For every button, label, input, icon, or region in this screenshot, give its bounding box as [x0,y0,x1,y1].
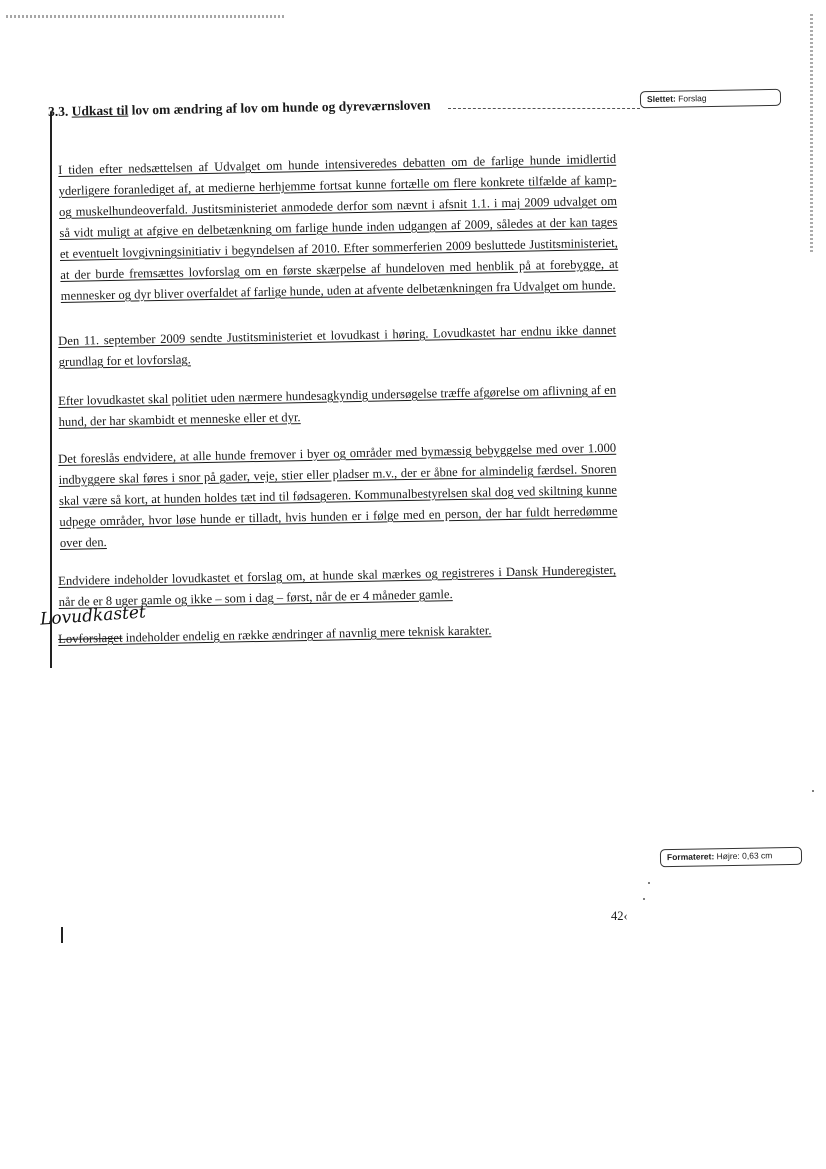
paragraph-mark-icon: ‹ [623,909,628,923]
section-heading [48,97,468,120]
scan-speck [812,790,814,792]
paragraph-1: I tiden efter nedsættelsen af Udvalget om hunde intensiveredes debatten om de farlige hunde imidlertid yderligere foranlediget af, at medierne herhjemme fortsat kunne fortælle om flere konkrete tilfælde af kamp- og muskelhundeoverfald. Justitsministeriet anmodede derfor som nævnt i afsnit 1.1. i maj 2009 udvalget om så vidt muligt at afgive en delbetænkning om farlige hunde inden udgangen af 2009, således at der kan tages et eventuelt lovgivningsinitiativ i begyndelsen af 2010. Efter sommerferien 2009 besluttede Justitsministeriet, at der burde fremsættes lovforslag om en første skærpelse af hundeloven med henblik på at forebygge, at mennesker og dyr bliver overfaldet af farlige hunde, uden at afvente delbetænkningen fra Udvalget om hunde. [58,151,619,303]
struck-word: Lovforslaget [58,630,123,646]
formatted-value: Højre: 0,63 cm [716,850,773,862]
formatted-label: Formateret: [666,851,715,863]
paragraph-4: Det foreslås endvidere, at alle hunde fremover i byer og områder med bymæssig bebyggelse med over 1.000 indbyggere skal føres i snor på gader, veje, stier eller pladser m.v., der er åbne for almindelig færdsel. Snoren skal være så kort, at hunden holdes tæt ind til fødsageren. Kommunalbestyrelsen skal dog ved skiltning kunne udpege områder, hvor løse hunde er tilladt, hvis hunden er i følge med en person, der har fuldt herredømme over den. [58,440,618,550]
section-title-inserted: Udkast til [71,102,129,119]
deleted-label: Slettet: [646,93,676,105]
deleted-comment-balloon [640,89,781,108]
handwritten-insert: Lovudkastet [39,602,147,630]
paragraph-5: Endvidere indeholder lovudkastet et forslag om, at hunde skal mærkes og registreres i Dansk Hunderegister, når de er 8 uger gamle og ikke – som i dag – først, når de er 4 måneder gamle. [58,562,617,609]
section-title: lov om ændring af lov om hunde og dyreværnsloven [128,97,431,118]
change-bar [50,112,52,668]
paragraph-3: Efter lovudkastet skal politiet uden nærmere hundesagkyndig undersøgelse træffe afgørelse om aflivning af en hund, der har skambidt et menneske eller et dyr. [58,382,617,429]
paragraph-2: Den 11. september 2009 sendte Justitsministeriet et lovudkast i høring. Lovudkastet har endnu ikke dannet grundlag for et lovforslag. [58,322,617,369]
scan-speck [643,898,645,900]
change-bar-footer [61,927,63,943]
comment-connector-line [448,108,640,110]
scan-speck [648,882,650,884]
section-number: 3.3. [47,103,69,119]
formatted-comment-balloon [660,847,802,867]
deleted-value: Forslag [678,93,707,104]
scan-artifact-right [810,14,813,254]
paragraph-6-text: indeholder endelig en række ændringer af navnlig mere teknisk karakter. [122,622,492,645]
scan-artifact-top [6,15,286,18]
page-number: 42‹ [611,909,628,923]
